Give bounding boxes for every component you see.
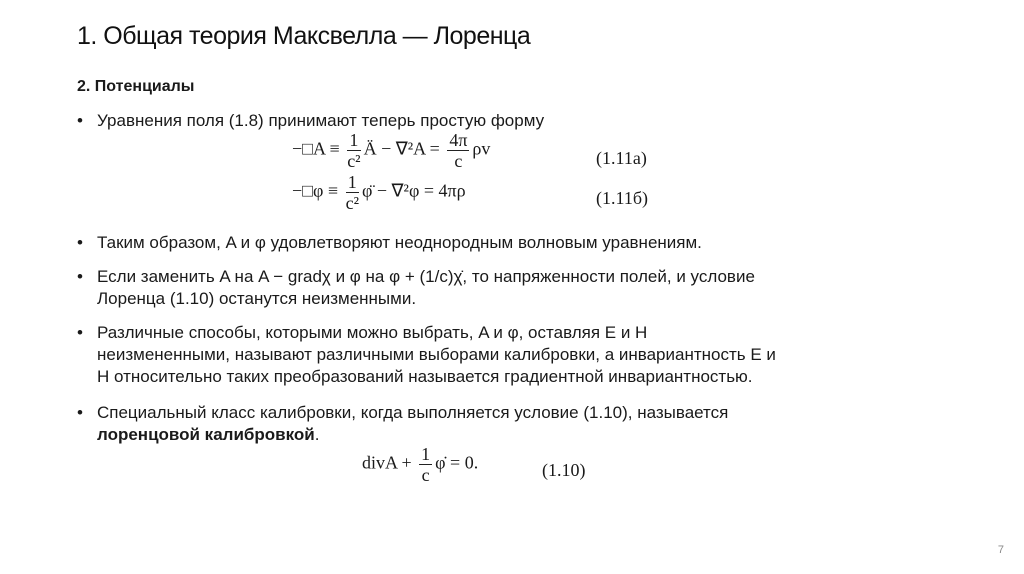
equation-label-c: (1.10) [542, 460, 586, 480]
equation-label-a: (1.11a) [596, 148, 647, 168]
equation-label-b: (1.11б) [596, 188, 648, 208]
bullet-icon: • [77, 323, 83, 342]
bullet-icon: • [77, 403, 83, 422]
page-number: 7 [997, 544, 1004, 556]
bullet-2: • Таким образом, A и φ удовлетворяют неоднородным волновым уравнениям. [77, 233, 702, 252]
bullet-4: • Различные способы, которыми можно выбрать, A и φ, оставляя E и H неизмененными, называют различными выборами калибровки, а инвариантность E и H относительно таких преобразований называется градиентной инвариантностью. [77, 323, 776, 386]
bullet-5: • Специальный класс калибровки, когда выполняется условие (1.10), называется лоренцовой калибровкой. [77, 403, 729, 444]
section-subtitle: 2. Потенциалы [77, 78, 195, 95]
bold-term: лоренцовой калибровкой [97, 425, 315, 444]
bullet-3: • Если заменить A на A − gradχ и φ на φ + (1/c)χ̇, то напряженности полей, и условие Лоренца (1.10) останутся неизменными. [77, 267, 755, 308]
equation-1-11a: −□A ≡ $\frac{1}{\text{c²}}$ Ä − ∇²A = $\frac{4\pi}{c}$ ρv [292, 130, 491, 171]
slide-title: 1. Общая теория Максвелла — Лоренца [77, 22, 531, 50]
bullet-icon: • [77, 267, 83, 286]
bullet-icon: • [77, 233, 83, 252]
bullet-1: • Уравнения поля (1.8) принимают теперь простую форму [77, 111, 545, 130]
equation-1-11b: −□φ ≡ $\frac{1}{\text{c²}}$ φ̈ − ∇²φ = 4πρ [292, 172, 466, 213]
equation-1-10: divA + $\frac{1}{c}$ φ̇ = 0. [362, 444, 479, 485]
bullet-icon: • [77, 111, 83, 130]
